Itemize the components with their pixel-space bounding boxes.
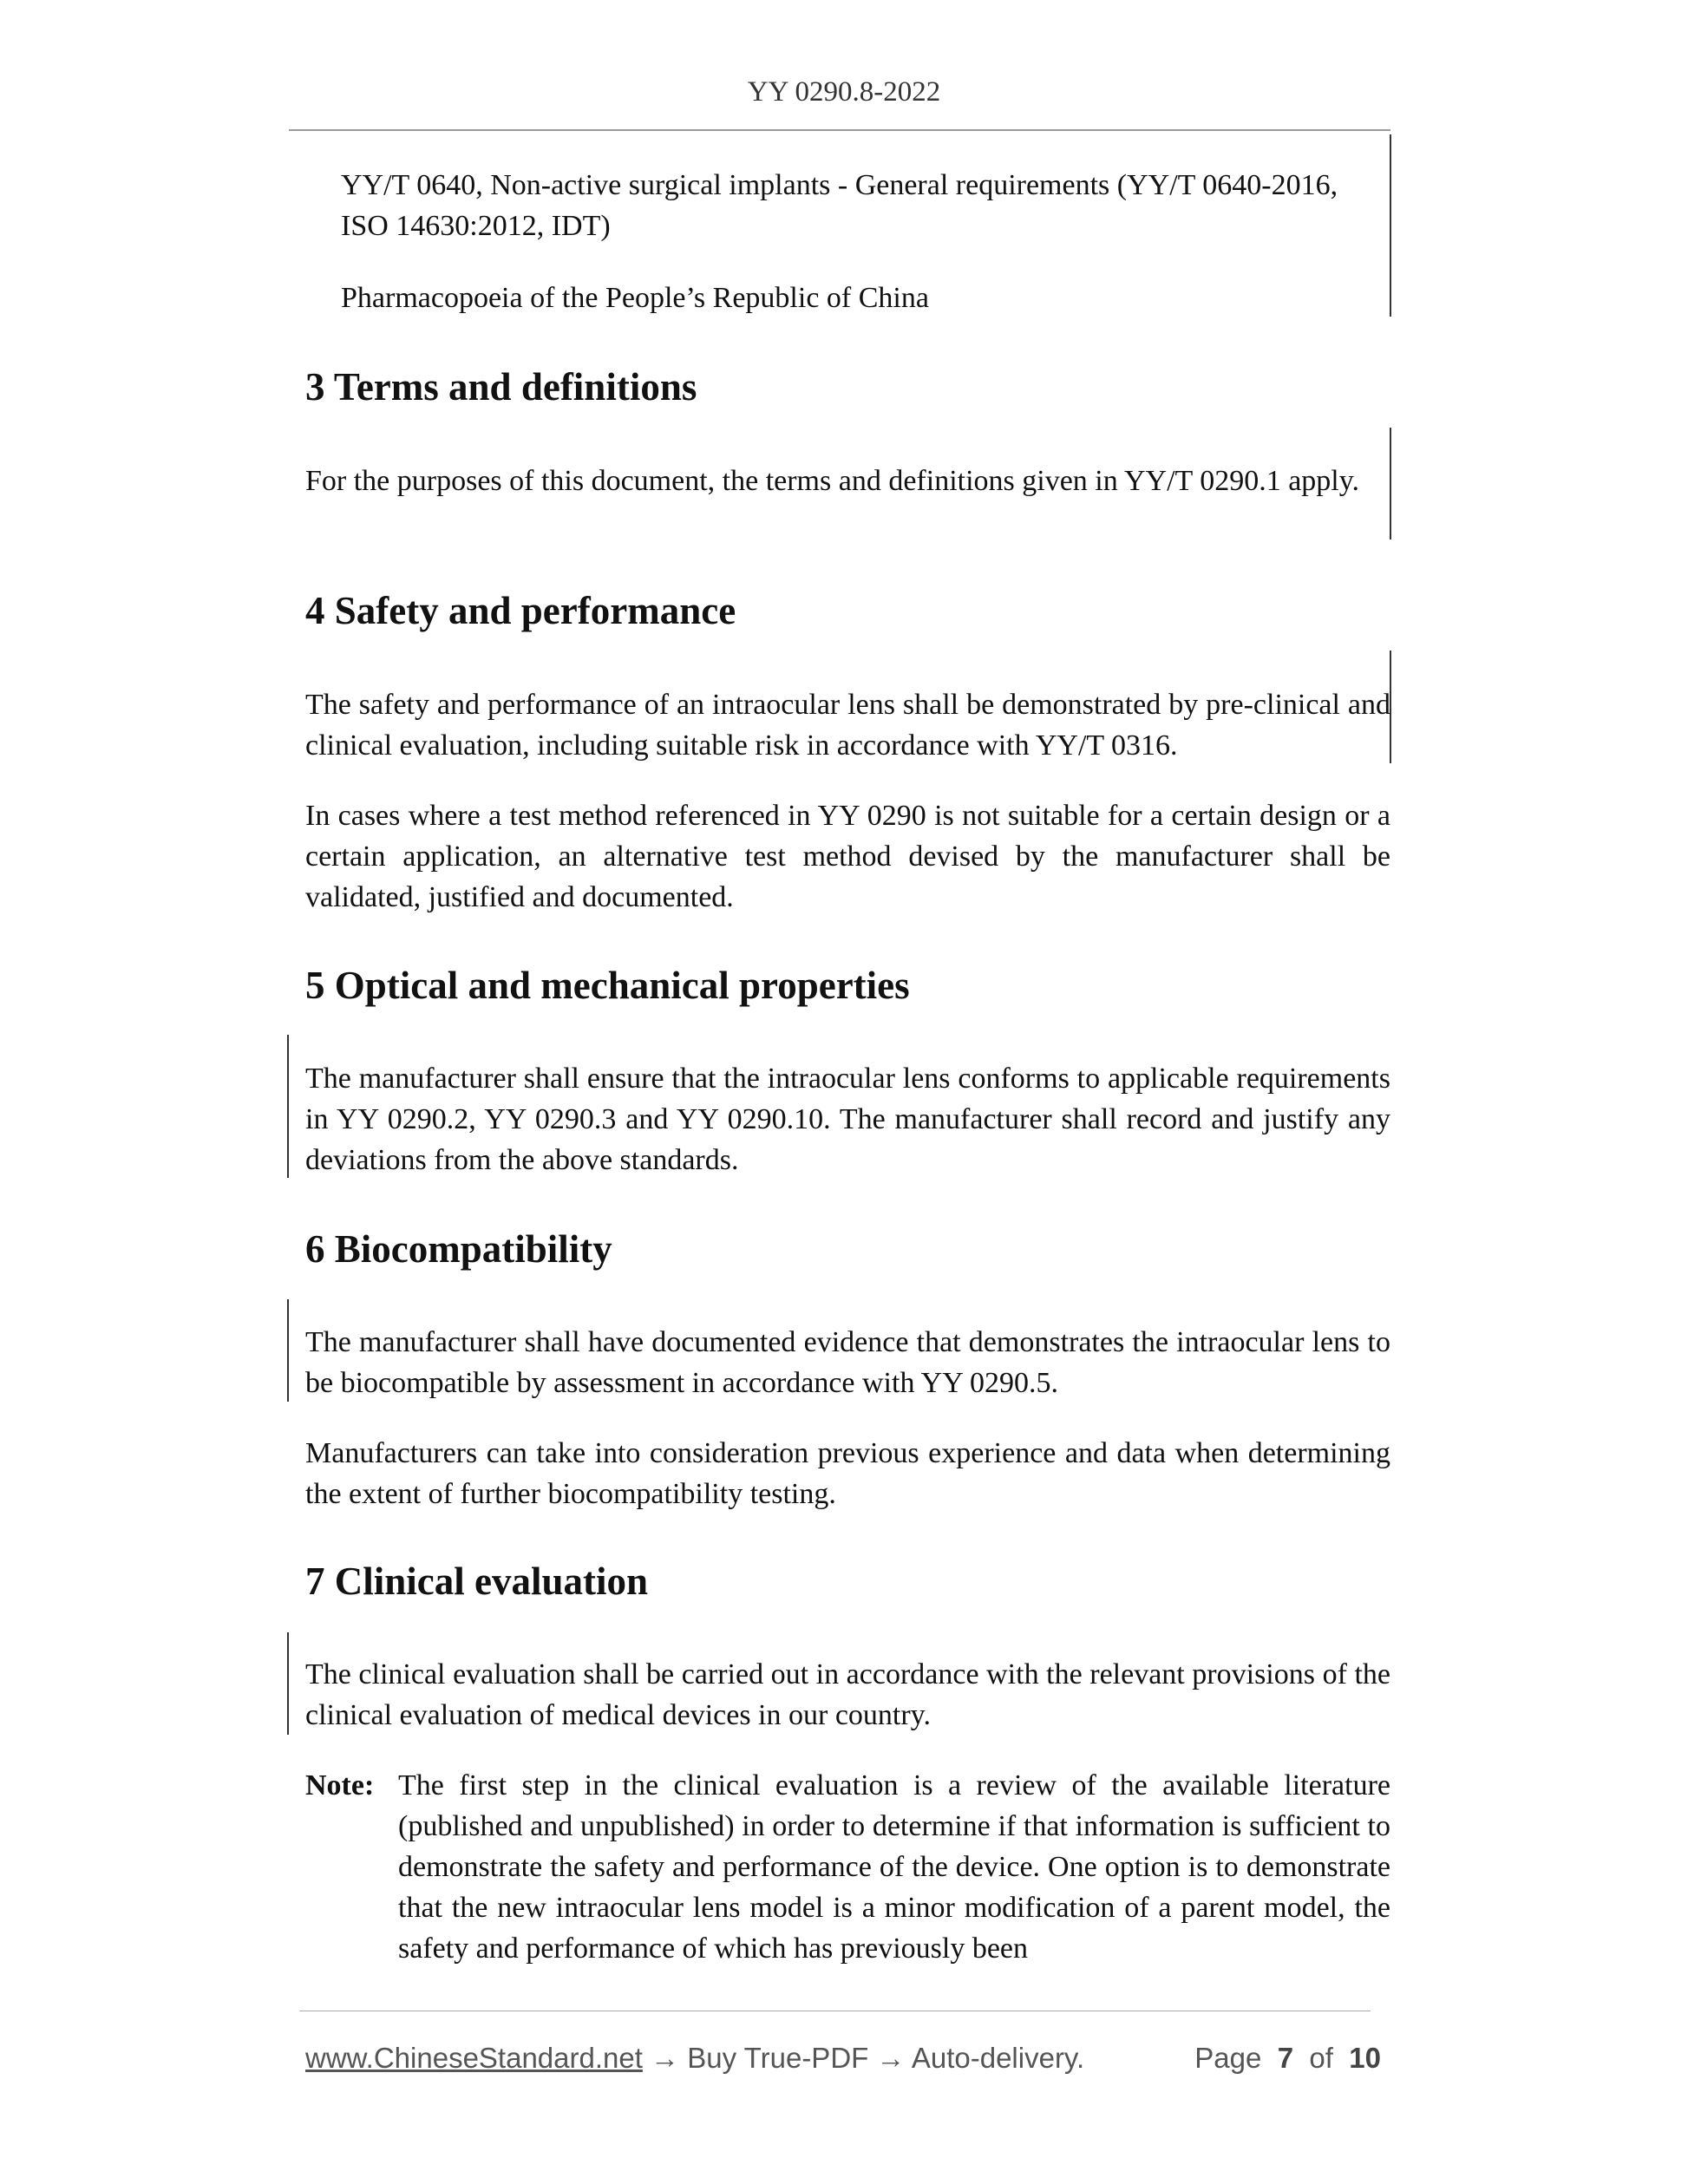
- paragraph: In cases where a test method referenced in YY 0290 is not suitable for a certain design or a certain application, an alternative test method devised by the manufacturer shall be validated, justified and documented.: [305, 800, 1390, 913]
- paragraph: The safety and performance of an intraocular lens shall be demonstrated by pre-clinical and clinical evaluation, including suitable risk in accordance with YY/T 0316.: [305, 689, 1390, 762]
- change-bar: [287, 1299, 289, 1402]
- document-id-header: YY 0290.8-2022: [747, 76, 941, 108]
- paragraph: For the purposes of this document, the terms and definitions given in YY/T 0290.1 apply.: [305, 465, 1360, 497]
- arrow-icon: →: [876, 2042, 906, 2074]
- section-heading: 5 Optical and mechanical properties: [305, 964, 910, 1007]
- page-of: of: [1309, 2042, 1333, 2074]
- section-heading: 4 Safety and performance: [305, 589, 736, 632]
- reference-entry: [341, 165, 1390, 246]
- page-number: [1194, 2042, 1381, 2075]
- reference-line: ISO 14630:2012, IDT): [341, 210, 611, 242]
- note-label: Note:: [305, 1769, 375, 1801]
- reference-entry: Pharmacopoeia of the People’s Republic of China: [341, 282, 929, 314]
- page-current: 7: [1277, 2042, 1294, 2074]
- auto-delivery-text: Auto-delivery.: [911, 2042, 1085, 2074]
- paragraph: The manufacturer shall ensure that the intraocular lens conforms to applicable requirements in YY 0290.2, YY 0290.3 and YY 0290.10. The manufacturer shall record and justify any deviations from the above standards.: [305, 1063, 1390, 1176]
- page-footer: [305, 2042, 1381, 2075]
- section-heading: 3 Terms and definitions: [305, 365, 697, 409]
- change-bar: [287, 1035, 289, 1178]
- change-bar: [287, 1632, 289, 1735]
- website-link[interactable]: www.ChineseStandard.net: [305, 2042, 643, 2074]
- paragraph: The manufacturer shall have documented evidence that demonstrates the intraocular lens to be biocompatible by assessment in accordance with YY 0290.5.: [305, 1326, 1390, 1399]
- paragraph: The clinical evaluation shall be carried out in accordance with the relevant provisions of the clinical evaluation of medical devices in our country.: [305, 1658, 1390, 1731]
- note-text: The first step in the clinical evaluation is a review of the available literature (published and unpublished) in order to determine if that information is sufficient to demonstrate the safety and performance of the device. One option is to demonstrate that the new intraocular lens model is a minor modification of a parent model, the safety and performance of which has previously been: [398, 1769, 1390, 1965]
- arrow-icon: →: [651, 2042, 680, 2074]
- page-label: Page: [1194, 2042, 1262, 2074]
- header-rule: [289, 129, 1390, 131]
- buy-true-pdf-link[interactable]: Buy True-PDF: [687, 2042, 869, 2074]
- reference-line: YY/T 0640, Non-active surgical implants - General requirements (YY/T 0640-2016,: [341, 169, 1338, 201]
- paragraph: Manufacturers can take into consideration previous experience and data when determining the extent of further biocompatibility testing.: [305, 1437, 1390, 1510]
- note-block: [305, 1765, 1390, 1969]
- page-total: 10: [1349, 2042, 1381, 2074]
- section-heading: 7 Clinical evaluation: [305, 1560, 649, 1603]
- section-heading: 6 Biocompatibility: [305, 1227, 612, 1271]
